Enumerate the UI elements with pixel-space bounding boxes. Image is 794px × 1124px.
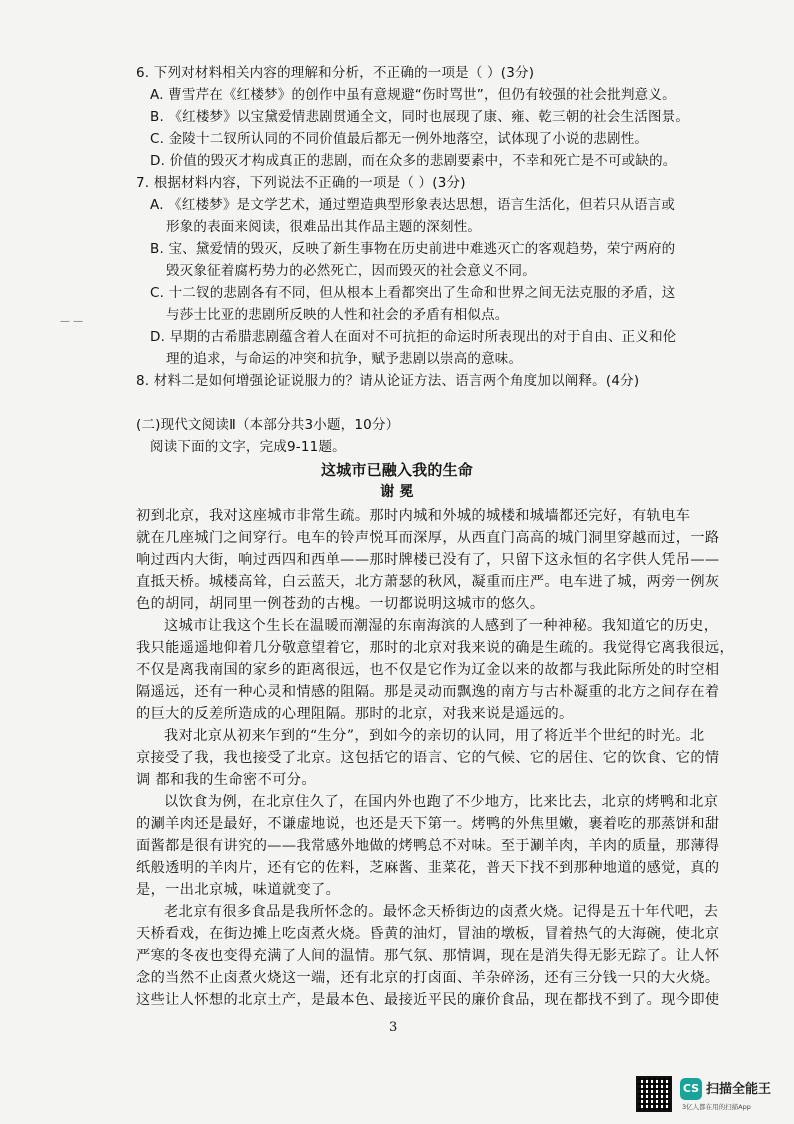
article-p3-line2: 京接受了我，我也接受了北京。这包括它的语言、它的气候、它的居住、它的饮食、它的情 [136, 750, 720, 766]
article-p5-line2: 天桥看戏，在街边摊上吃卤煮火烧。昏黄的油灯，冒油的墩板，冒着热气的大海碗，使北京 [136, 926, 720, 942]
scanner-brand-name: 扫描全能王 [706, 1082, 772, 1097]
article-p2-line5: 的巨大的反差所造成的心理阻隔。那时的北京，对我来说是遥远的。 [136, 706, 574, 722]
article-p2-line3: 不仅是离我南国的家乡的距离很远，也不仅是它作为辽金以来的故都与我此际所处的时空相 [136, 662, 720, 678]
q7-option-d-line2: 理的追求，与命运的冲突和抗争，赋予悲剧以崇高的意味。 [166, 351, 523, 367]
article-p5-line1: 老北京有很多食品是我所怀念的。最怀念天桥街边的卤煮火烧。记得是五十年代吧，去 [164, 904, 719, 920]
qr-code-icon [636, 1076, 672, 1112]
q6-stem: 6. 下列对材料相关内容的理解和分析，不正确的一项是（ ）(3分) [136, 65, 535, 81]
article-p2-line2: 我只能遥遥地仰着几分敬意望着它，那时的北京对我来说的确是生疏的。我觉得它离我很远， [136, 640, 735, 656]
article-p4-line3: 面酱都是很有讲究的——我常感外地做的烤鸭总不对味。至于涮羊肉，羊肉的质量，那薄得 [136, 838, 720, 854]
scan-artifact-mark: — — [60, 316, 84, 327]
article-title: 这城市已融入我的生命 [320, 461, 473, 479]
q7-stem: 7. 根据材料内容，下列说法不正确的一项是（ ）(3分) [136, 175, 466, 191]
article-p1-line5: 色的胡同，胡同里一例苍劲的古槐。一切都说明这城市的悠久。 [136, 596, 545, 612]
q7-option-c-line1: C. 十二钗的悲剧各有不同，但从根本上看都突出了生命和世界之间无法克服的矛盾，这 [150, 285, 676, 301]
article-p5-line4: 念的当然不止卤煮火烧这一端，还有北京的打卤面、羊杂碎汤，还有三分钱一只的大火烧。 [136, 970, 720, 986]
scanner-tagline: 3亿人都在用的扫描App [682, 1103, 751, 1111]
q7-option-b-line1: B. 宝、黛爱情的毁灭，反映了新生事物在历史前进中难逃灭亡的客观趋势，荣宁两府的 [150, 241, 676, 257]
article-p2-line4: 隔遥远，还有一种心灵和情感的阻隔。那是灵动而飘逸的南方与古朴凝重的北方之间存在着 [136, 684, 720, 700]
article-p4-line2: 的涮羊肉还是最好，不谦虚地说，也还是天下第一。烤鸭的外焦里嫩，裹着吃的那蒸饼和甜 [136, 816, 720, 832]
camscanner-logo-icon: CS [680, 1078, 702, 1100]
q7-option-b-line2: 毁灭象征着腐朽势力的必然死亡，因而毁灭的社会意义不同。 [166, 263, 536, 279]
article-author: 谢 冕 [380, 484, 414, 500]
q7-option-a-line2: 形象的表面来阅读，很难品出其作品主题的深刻性。 [166, 219, 482, 235]
q7-option-c-line2: 与莎士比亚的悲剧所反映的人性和社会的矛盾有相似点。 [166, 307, 509, 323]
article-p3-line1: 我对北京从初来乍到的“生分”，到如今的亲切的认同，用了将近半个世纪的时光。北 [164, 728, 705, 744]
article-p1-line2: 就在几座城门之间穿行。电车的铃声悦耳而深厚，从西直门高高的城门洞里穿越而过，一路 [136, 530, 720, 546]
q7-option-a-line1: A. 《红楼梦》是文学艺术，通过塑造典型形象表达思想，语言生活化，但若只从语言或 [150, 197, 676, 213]
scanner-watermark [636, 1074, 786, 1116]
article-p4-line4: 纸般透明的羊肉片，还有它的佐料，芝麻酱、韭菜花，普天下找不到那种地道的感觉，真的 [136, 860, 720, 876]
q6-option-d: D. 价值的毁灭才构成真正的悲剧，而在众多的悲剧要素中，不幸和死亡是不可或缺的。 [150, 153, 677, 169]
q8-stem: 8. 材料二是如何增强论证说服力的？请从论证方法、语言两个角度加以阐释。(4分) [136, 373, 640, 389]
section-heading: (二)现代文阅读Ⅱ（本部分共3小题，10分） [136, 417, 400, 433]
article-p1-line3: 响过西内大街，响过西四和西单——那时牌楼已没有了，只留下这永恒的名字供人凭吊—— [136, 552, 720, 568]
article-p4-line1: 以饮食为例，在北京住久了，在国内外也跑了不少地方，比来比去，北京的烤鸭和北京 [164, 794, 719, 810]
page-number: 3 [389, 1020, 398, 1035]
q6-option-c: C. 金陵十二钗所认同的不同价值最后都无一例外地落空，试体现了小说的悲剧性。 [150, 131, 649, 147]
article-p5-line3: 严寒的冬夜也变得充满了人间的温情。那气氛、那情调，现在是消失得无影无踪了。让人怀 [136, 948, 720, 964]
article-p1-line4: 直抵天桥。城楼高耸，白云蓝天，北方萧瑟的秋风，凝重而庄严。电车进了城，两旁一例灰 [136, 574, 720, 590]
article-p1-line1: 初到北京，我对这座城市非常生疏。那时内城和外城的城楼和城墙都还完好，有轨电车 [136, 508, 691, 524]
q6-option-b: B. 《红楼梦》以宝黛爱情悲剧贯通全文，同时也展现了康、雍、乾三朝的社会生活图景。 [150, 109, 690, 125]
article-p2-line1: 这城市让我这个生长在温暖而潮湿的东南海滨的人感到了一种神秘。我知道它的历史， [164, 618, 719, 634]
section-instruction: 阅读下面的文字，完成9-11题。 [150, 439, 346, 455]
article-p3-line3: 调 都和我的生命密不可分。 [136, 772, 316, 788]
article-p4-line5: 是，一出北京城，味道就变了。 [136, 882, 341, 898]
q7-option-d-line1: D. 早期的古希腊悲剧蕴含着人在面对不可抗拒的命运时所表现出的对于自由、正义和伦 [150, 329, 677, 345]
q6-option-a: A. 曹雪芹在《红楼梦》的创作中虽有意规避“伤时骂世”，但仍有较强的社会批判意义。 [150, 87, 676, 103]
article-p5-line5: 这些让人怀想的北京土产，是最本色、最接近平民的廉价食品，现在都找不到了。现今即使 [136, 992, 720, 1008]
